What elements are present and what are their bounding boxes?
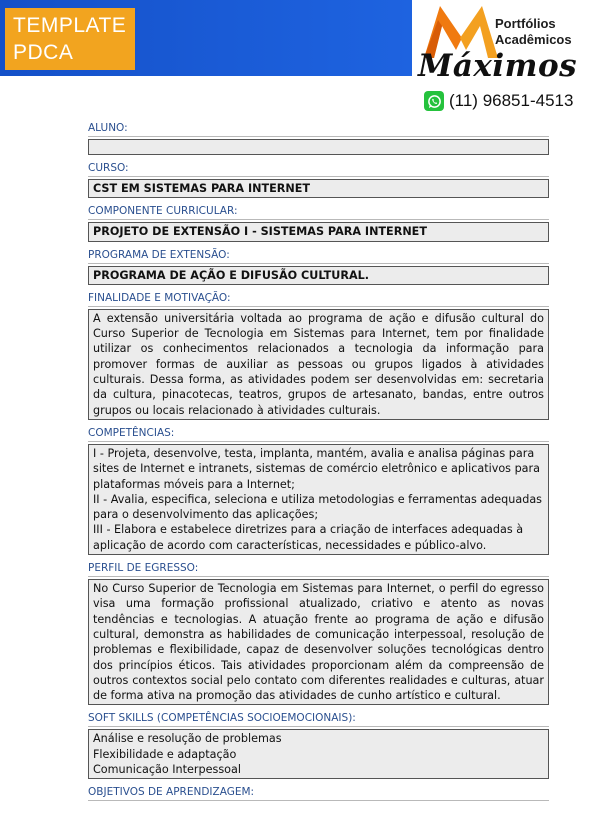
phone-number: (11) 96851-4513 bbox=[449, 91, 574, 110]
label-finalidade: FINALIDADE E MOTIVAÇÃO: bbox=[88, 292, 549, 307]
template-tag bbox=[5, 8, 135, 70]
form-document bbox=[88, 122, 549, 808]
label-programa: PROGRAMA DE EXTENSÃO: bbox=[88, 249, 549, 264]
label-competencias: COMPETÊNCIAS: bbox=[88, 427, 549, 442]
value-curso: CST EM SISTEMAS PARA INTERNET bbox=[88, 179, 549, 198]
field-perfil bbox=[88, 562, 549, 705]
field-componente bbox=[88, 205, 549, 241]
label-componente: COMPONENTE CURRICULAR: bbox=[88, 205, 549, 220]
value-competencias bbox=[88, 444, 549, 555]
value-componente: PROJETO DE EXTENSÃO I - SISTEMAS PARA INTERNET bbox=[88, 222, 549, 241]
logo-text-academicos: Acadêmicos bbox=[495, 32, 572, 47]
value-programa: PROGRAMA DE AÇÃO E DIFUSÃO CULTURAL. bbox=[88, 266, 549, 285]
input-aluno[interactable] bbox=[88, 139, 549, 155]
soft-skill-item: Flexibilidade e adaptação bbox=[93, 747, 237, 761]
label-soft-skills: SOFT SKILLS (COMPETÊNCIAS SOCIOEMOCIONAIS): bbox=[88, 712, 549, 727]
logo-text-maximos: Máximos bbox=[418, 48, 578, 84]
competencia-item: II - Avalia, especifica, seleciona e utiliza metodologias e ferramentas adequadas para o desenvolvimento das aplicações; bbox=[93, 492, 543, 522]
tag-line-1: TEMPLATE bbox=[13, 14, 127, 37]
field-competencias bbox=[88, 427, 549, 555]
phone-contact bbox=[424, 91, 573, 111]
whatsapp-icon bbox=[424, 91, 444, 111]
field-finalidade bbox=[88, 292, 549, 420]
competencia-item: III - Elabora e estabelece diretrizes para a criação de interfaces adequadas à aplicação de acordo com características, necessidades e público-alvo. bbox=[93, 523, 524, 552]
field-programa bbox=[88, 249, 549, 285]
soft-skill-item: Análise e resolução de problemas bbox=[93, 732, 282, 746]
field-curso bbox=[88, 162, 549, 198]
logo-text-portfolios: Portfólios bbox=[495, 16, 556, 31]
value-perfil: No Curso Superior de Tecnologia em Sistemas para Internet, o perfil do egresso visa uma formação profissional atualizado, criativo e atento as novas tendências e tecnologias. A atuação frente ao programa de ação e difusão cultural, demonstra as habilidades de comunicação interpessoal, resolução de problemas e flexibilidade, capaz de desenvolver soluções tecnológicas dentro dos princípios éticos. Tais atividades proporcionam além da compreensão de outros contextos social pelo contato com diferentes realidades e culturas, atuar de forma ativa na promoção das atividades de cunho artístico e cultural. bbox=[88, 579, 549, 705]
brand-logo bbox=[418, 2, 600, 88]
value-finalidade: A extensão universitária voltada ao programa de ação e difusão cultural do Curso Superior de Tecnologia em Sistemas para Internet, tem por finalidade utilizar os conhecimentos relacionados a tecnologia da informação para promover formas de auxiliar as pessoas ou grupos ligados à atividades culturais. Dessa forma, as atividades podem ser desenvolvidas em: secretaria da cultura, pinacotecas, teatros, grupos de artesanato, bandas, entre outros grupos ou locais relacionado à atividades culturais. bbox=[88, 309, 549, 420]
label-perfil: PERFIL DE EGRESSO: bbox=[88, 562, 549, 577]
label-objetivos: OBJETIVOS DE APRENDIZAGEM: bbox=[88, 786, 549, 801]
header-banner bbox=[0, 0, 412, 76]
tag-line-2: PDCA bbox=[13, 41, 74, 64]
label-aluno: ALUNO: bbox=[88, 122, 549, 137]
field-objetivos bbox=[88, 786, 549, 801]
field-aluno bbox=[88, 122, 549, 155]
competencia-item: I - Projeta, desenvolve, testa, implanta, mantém, avalia e analisa páginas para sites de Internet e intranets, sistemas de comércio eletrônico e aplicativos para plataformas móveis para a Internet; bbox=[93, 446, 540, 491]
field-soft-skills bbox=[88, 712, 549, 779]
value-soft-skills bbox=[88, 729, 549, 779]
soft-skill-item: Comunicação Interpessoal bbox=[93, 763, 241, 777]
label-curso: CURSO: bbox=[88, 162, 549, 177]
